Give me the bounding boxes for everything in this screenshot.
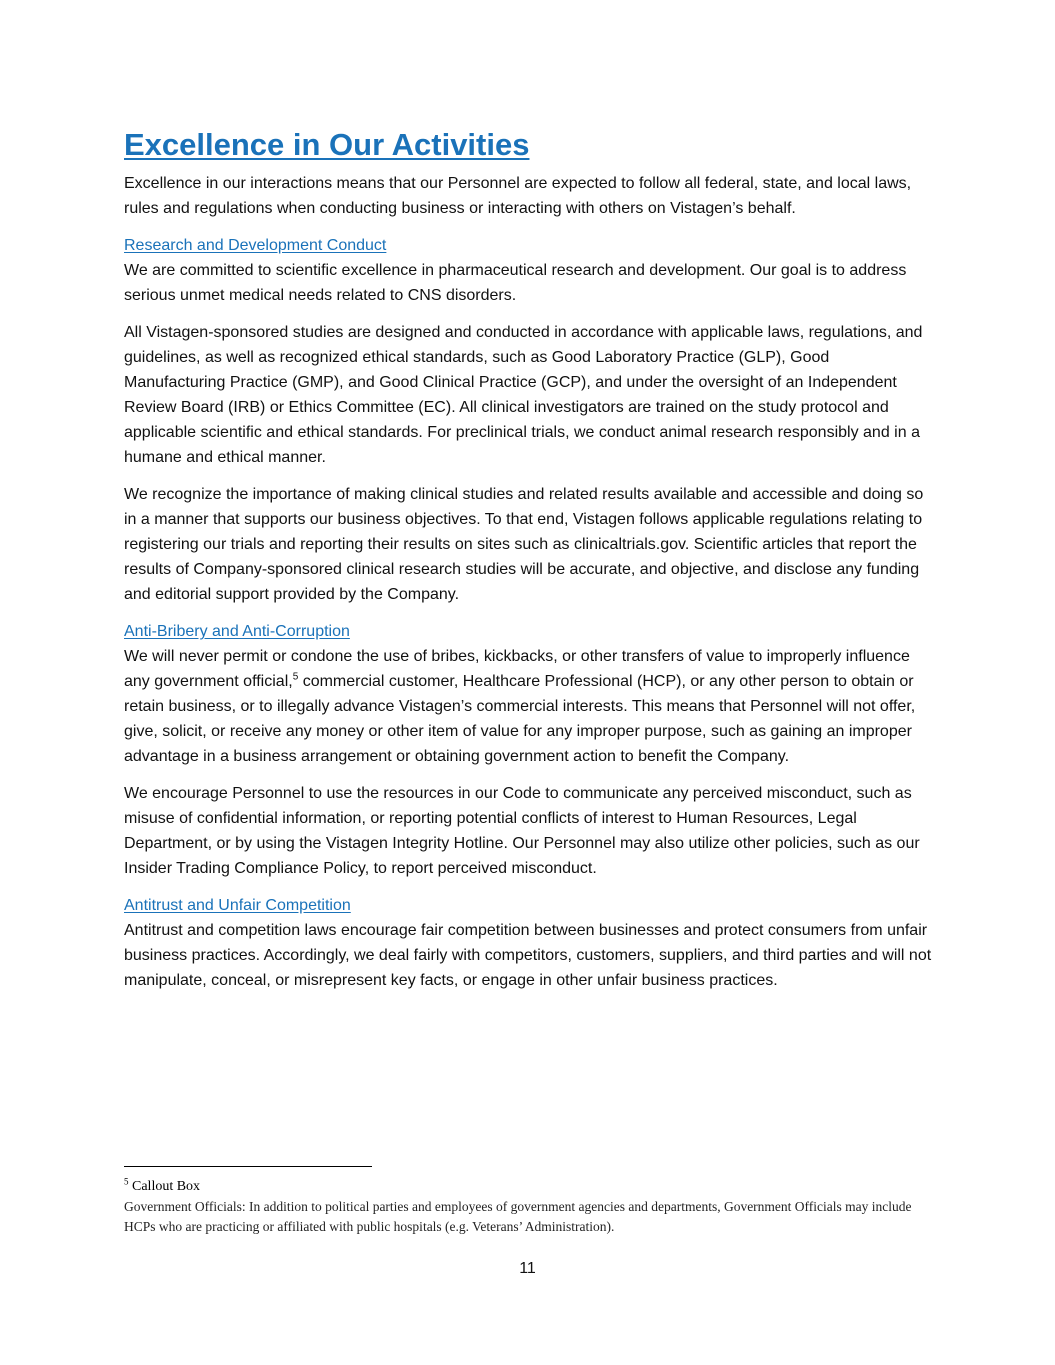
- research-paragraph-3: We recognize the importance of making clinical studies and related results available and accessible and doing so in a manner that supports our business objectives. To that end, Vistagen follows applicable regulations relating to registering our trials and reporting their results on sites such as clinicaltrials.gov. Scientific articles that report the results of Company-sponsored clinical research studies will be accurate, and objective, and disclose any funding and editorial support provided by the Company.: [124, 486, 924, 603]
- page-title: Excellence in Our Activities: [124, 127, 530, 162]
- research-paragraph-2: All Vistagen-sponsored studies are designed and conducted in accordance with applicable laws, regulations, and guidelines, as well as recognized ethical standards, such as Good Laboratory Practice (GLP), Good Manufacturing Practice (GMP), and Good Clinical Practice (GCP), and under the oversight of an Independent Review Board (IRB) or Ethics Committee (EC). All clinical investigators are trained on the study protocol and applicable scientific and ethical standards. For preclinical trials, we conduct animal research responsibly and in a humane and ethical manner.: [124, 324, 923, 466]
- page-number: 11: [519, 1260, 536, 1277]
- footnote-divider: [124, 1166, 372, 1167]
- anti-bribery-paragraph-1: [124, 644, 934, 769]
- research-paragraph-1: We are committed to scientific excellence in pharmaceutical research and development. Our goal is to address serious unmet medical needs related to CNS disorders.: [124, 262, 907, 304]
- footnote-reference[interactable]: 5: [292, 671, 299, 683]
- anti-bribery-text-before-footnote: We will never permit or condone the use of bribes, kickbacks, or other transfers of value to improperly influence any government official,: [124, 648, 910, 690]
- section-heading-antitrust[interactable]: Antitrust and Unfair Competition: [124, 897, 351, 914]
- section-anti-bribery: [124, 619, 934, 881]
- footnote-number: 5: [124, 1176, 129, 1187]
- footnote-text: Government Officials: In addition to political parties and employees of government agencies and departments, Government Officials may include HCPs who are practicing or affiliated with public hospitals (e.g. Veterans’ Administration).: [124, 1199, 912, 1234]
- intro-paragraph: Excellence in our interactions means that our Personnel are expected to follow all federal, state, and local laws, rules and regulations when conducting business or interacting with others on Vistagen’s behalf.: [124, 175, 912, 217]
- footnote: [124, 1177, 934, 1237]
- footnote-title: Callout Box: [132, 1179, 201, 1194]
- footnote-title-line: [124, 1177, 934, 1197]
- anti-bribery-paragraph-2: We encourage Personnel to use the resources in our Code to communicate any perceived misconduct, such as misuse of confidential information, or reporting potential conflicts of interest to Human Resources, Legal Department, or by using the Vistagen Integrity Hotline. Our Personnel may also utilize other policies, such as our Insider Trading Compliance Policy, to report perceived misconduct.: [124, 785, 920, 877]
- anti-bribery-text-after-footnote: commercial customer, Healthcare Professional (HCP), or any other person to obtain or retain business, or to illegally advance Vistagen’s commercial interests. This means that Personnel will not offer, give, solicit, or receive any money or other item of value for any improper purpose, such as gaining an improper advantage in a business arrangement or obtaining government action to benefit the Company.: [124, 673, 916, 765]
- page-content: [124, 125, 934, 1005]
- section-heading-research-development[interactable]: Research and Development Conduct: [124, 237, 387, 254]
- section-antitrust: [124, 893, 934, 993]
- section-heading-anti-bribery[interactable]: Anti-Bribery and Anti-Corruption: [124, 623, 350, 640]
- antitrust-paragraph: Antitrust and competition laws encourage fair competition between businesses and protect consumers from unfair business practices. Accordingly, we deal fairly with competitors, customers, suppliers, and third parties and will not manipulate, conceal, or misrepresent key facts, or engage in other unfair business practices.: [124, 922, 932, 989]
- section-research-development: [124, 233, 934, 607]
